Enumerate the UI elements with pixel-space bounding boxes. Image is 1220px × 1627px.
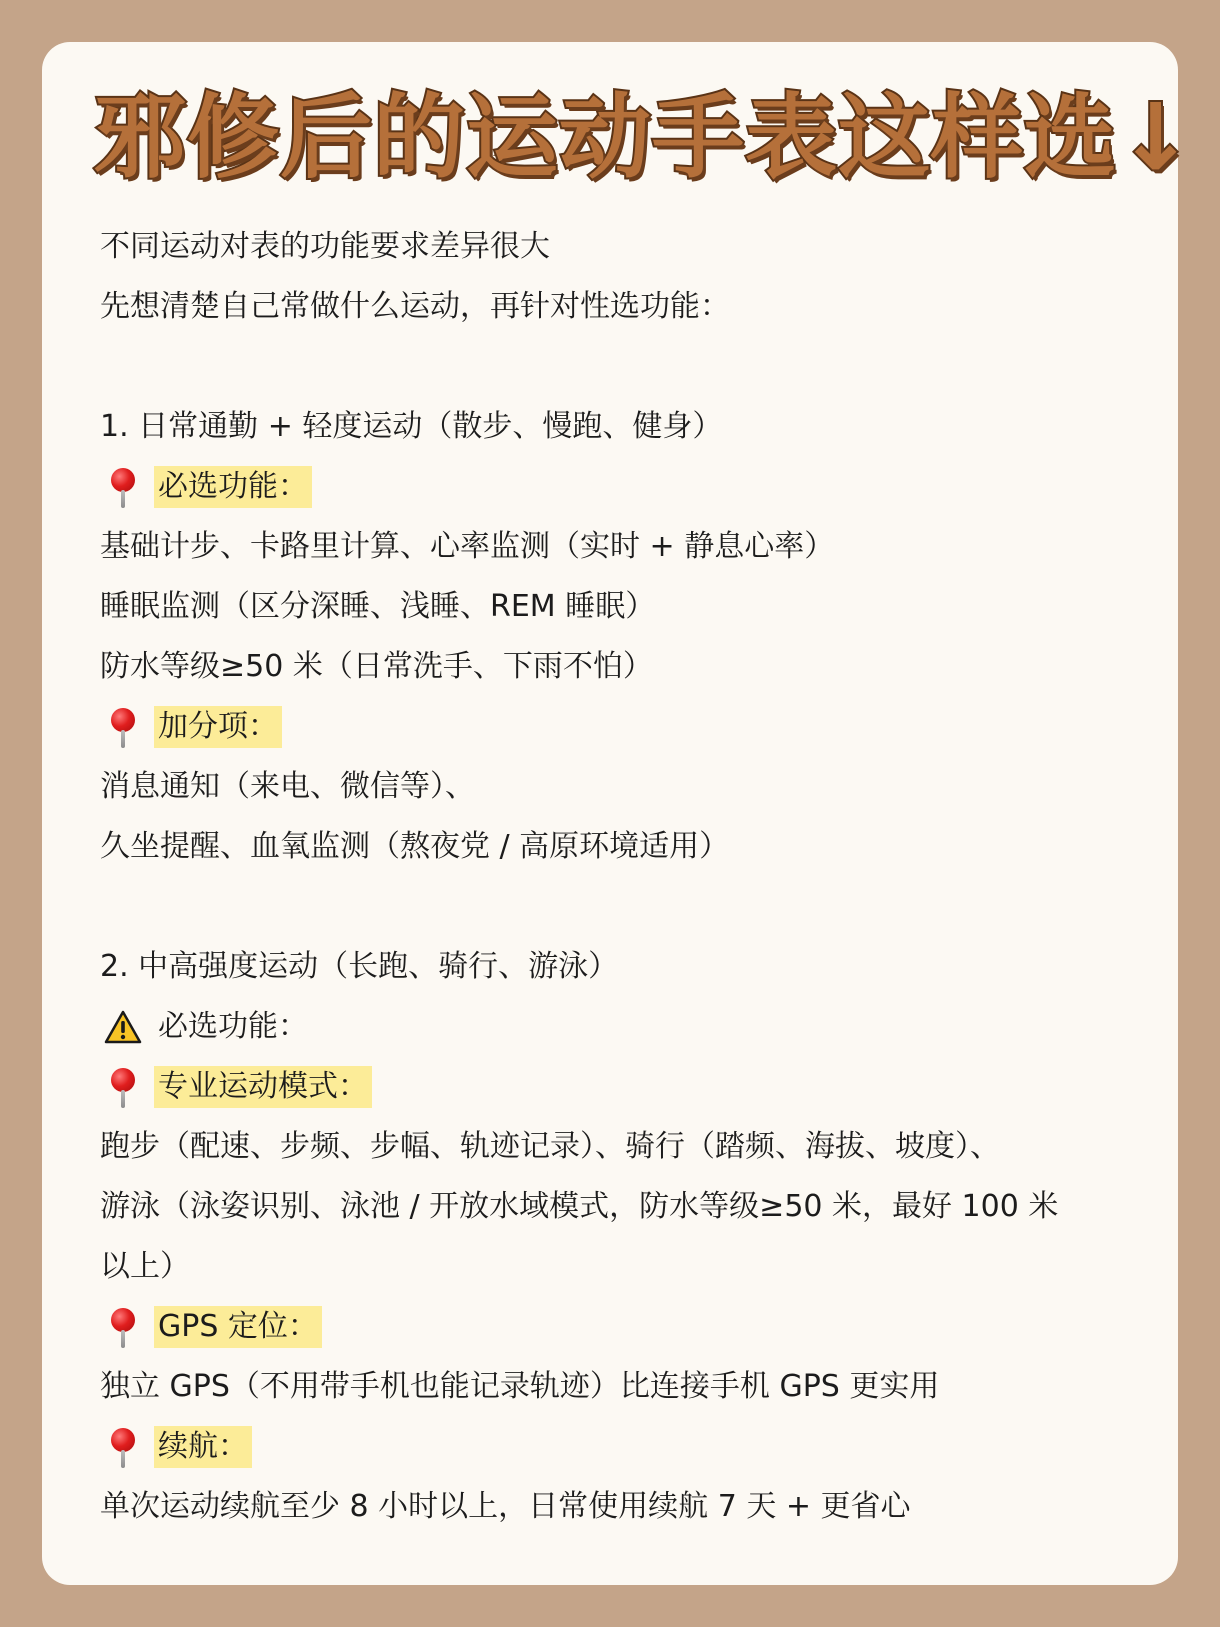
article-body — [100, 217, 1160, 1537]
round-pushpin-icon — [108, 466, 138, 508]
must-have-row — [100, 457, 1160, 517]
round-pushpin-icon — [108, 1306, 138, 1348]
sport-mode-row — [100, 1057, 1160, 1117]
round-pushpin-icon — [108, 706, 138, 748]
gps-row — [100, 1297, 1160, 1357]
feature-line: 跑步（配速、步频、步幅、轨迹记录）、骑行（踏频、海拔、坡度）、 — [100, 1129, 1000, 1164]
spacer — [100, 337, 1160, 397]
spacer — [100, 877, 1160, 937]
section-1-heading: 1. 日常通勤 + 轻度运动（散步、慢跑、健身） — [100, 409, 723, 444]
intro-line: 不同运动对表的功能要求差异很大 — [100, 229, 550, 264]
feature-line: 单次运动续航至少 8 小时以上，日常使用续航 7 天 + 更省心 — [100, 1489, 911, 1524]
content-card — [42, 42, 1196, 1585]
must-have-label: 必选功能： — [154, 466, 312, 508]
intro-line: 先想清楚自己常做什么运动，再针对性选功能： — [100, 289, 730, 324]
page-title: 邪修后的运动手表这样选↓ — [94, 84, 1196, 191]
feature-line: 基础计步、卡路里计算、心率监测（实时 + 静息心率） — [100, 529, 835, 564]
gps-label: GPS 定位： — [154, 1306, 322, 1348]
must-have-label: 必选功能： — [158, 1009, 308, 1044]
feature-line: 游泳（泳姿识别、泳池 / 开放水域模式，防水等级≥50 米，最好 100 米 — [100, 1189, 1059, 1224]
warning-icon — [104, 1010, 142, 1044]
round-pushpin-icon — [108, 1066, 138, 1108]
feature-line: 以上） — [100, 1249, 190, 1284]
feature-line: 睡眠监测（区分深睡、浅睡、REM 睡眠） — [100, 589, 656, 624]
sport-mode-label: 专业运动模式： — [154, 1066, 372, 1108]
feature-line: 防水等级≥50 米（日常洗手、下雨不怕） — [100, 649, 653, 684]
feature-line: 消息通知（来电、微信等）、 — [100, 769, 475, 804]
must-have-row — [100, 997, 1160, 1057]
section-2-heading: 2. 中高强度运动（长跑、骑行、游泳） — [100, 949, 619, 984]
feature-line: 久坐提醒、血氧监测（熬夜党 / 高原环境适用） — [100, 829, 730, 864]
round-pushpin-icon — [108, 1426, 138, 1468]
bonus-row — [100, 697, 1160, 757]
battery-row — [100, 1417, 1160, 1477]
battery-label: 续航： — [154, 1426, 252, 1468]
feature-line: 独立 GPS（不用带手机也能记录轨迹）比连接手机 GPS 更实用 — [100, 1369, 940, 1404]
bonus-label: 加分项： — [154, 706, 282, 748]
